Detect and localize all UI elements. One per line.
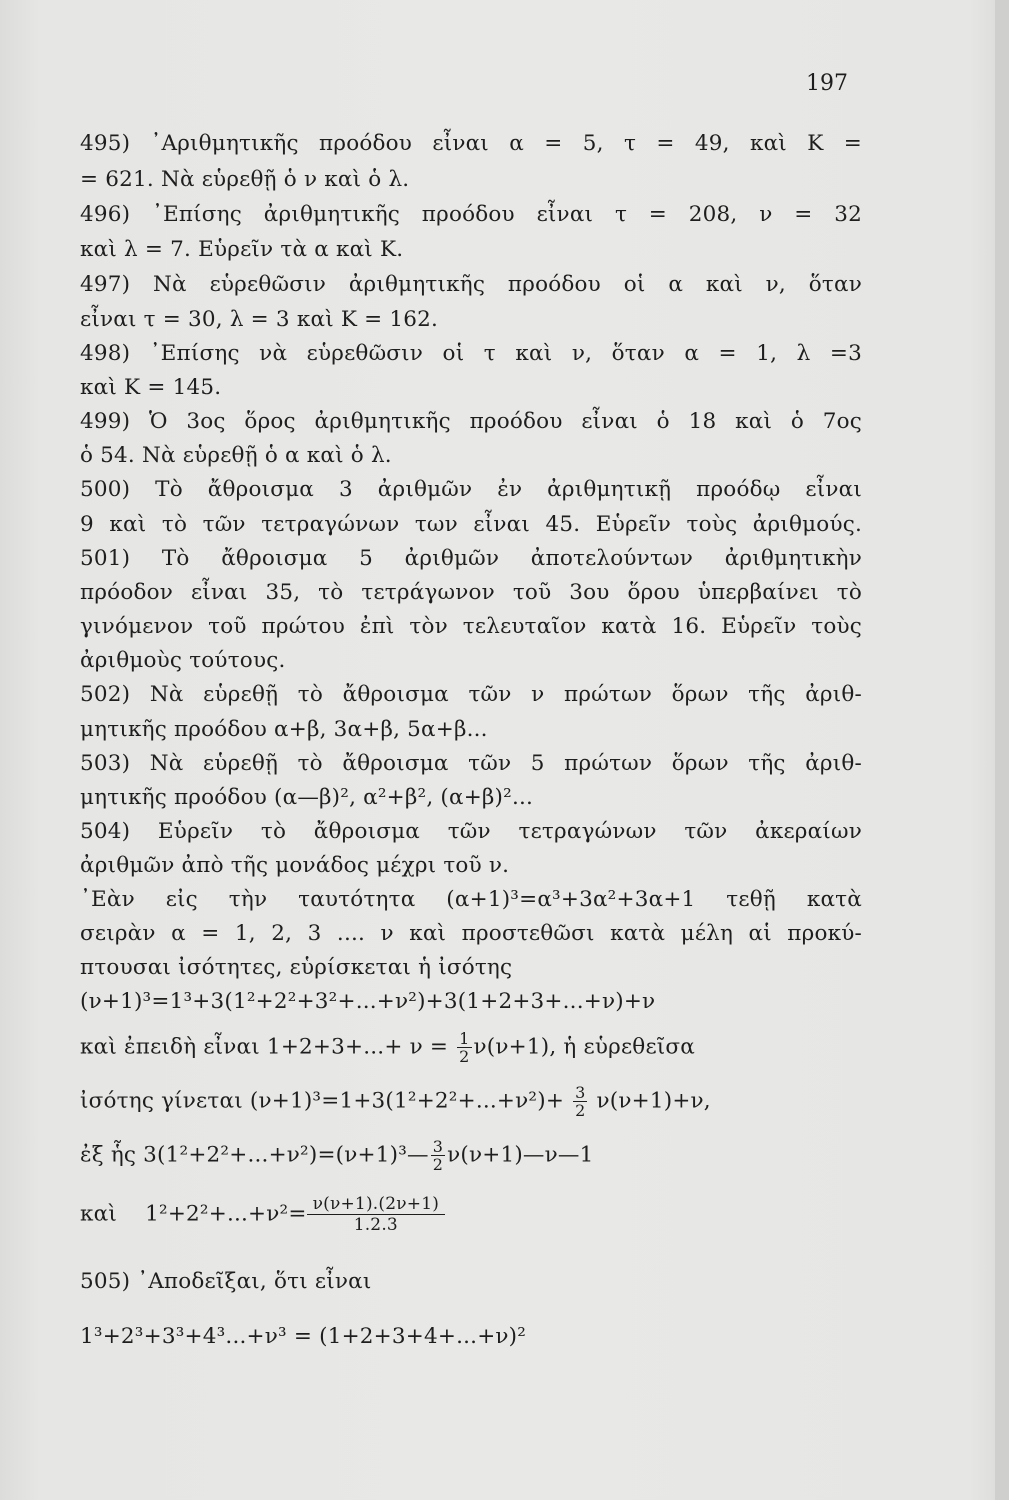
fraction-denominator: 2 [432, 1155, 444, 1174]
text-line: 502) Νὰ εὑρεθῇ τὸ ἄθροισμα τῶν ν πρώτων ὅρων τῆς ἀριθ- [80, 682, 862, 707]
formula-line [80, 1030, 862, 1065]
text-line: ᾿Εὰν εἰς τὴν ταυτότητα (α+1)³=α³+3α²+3α+1 τεθῇ κατὰ [80, 887, 862, 912]
text-line: πτουσαι ἰσότητες, εὑρίσκεται ἡ ἰσότης [80, 955, 513, 980]
fraction [457, 1030, 471, 1065]
page-edge [995, 0, 1009, 1500]
text-line: 497) Νὰ εὑρεθῶσιν ἀριθμητικῆς προόδου οἱ α καὶ ν, ὅταν [80, 272, 862, 297]
text-line: ὁ 54. Νὰ εὑρεθῇ ὁ α καὶ ὁ λ. [80, 443, 392, 468]
text-line: 499) Ὁ 3ος ὅρος ἀριθμητικῆς προόδου εἶναι ὁ 18 καὶ ὁ 7ος [80, 409, 862, 434]
formula-text: ν(ν+1)—ν—1 [447, 1142, 594, 1168]
fraction-numerator: 1 [459, 1029, 470, 1048]
problem-heading: 505) ᾿Αποδεῖξαι, ὅτι εἶναι [80, 1269, 372, 1294]
text-line: εἶναι τ = 30, λ = 3 καὶ Κ = 162. [80, 307, 439, 332]
text-line: 500) Τὸ ἄθροισμα 3 ἀριθμῶν ἐν ἀριθμητικῇ προόδῳ εἶναι [80, 477, 862, 502]
formula-text: ν(ν+1), ἡ εὑρεθεῖσα [473, 1034, 696, 1060]
text-line: 504) Εὑρεῖν τὸ ἄθροισμα τῶν τετραγώνων τῶν ἀκεραίων [80, 819, 862, 844]
fraction-numerator: 3 [575, 1083, 586, 1102]
text-line: μητικῆς προόδου (α—β)², α²+β², (α+β)²... [80, 785, 534, 810]
fraction [431, 1138, 445, 1173]
fraction [307, 1194, 445, 1235]
fraction [573, 1084, 587, 1119]
formula-text: καὶ 1²+2²+...+ν²= [80, 1201, 307, 1227]
formula-text: ν(ν+1)+ν, [589, 1088, 711, 1114]
text-line: μητικῆς προόδου α+β, 3α+β, 5α+β... [80, 717, 488, 742]
formula-line [80, 1138, 862, 1173]
page-number: 197 [806, 71, 848, 96]
text-line: γινόμενον τοῦ πρώτου ἐπὶ τὸν τελευταῖον κατὰ 16. Εὑρεῖν τοὺς [80, 614, 862, 639]
formula-text: ἐξ ἧς 3(1²+2²+...+ν²)=(ν+1)³— [80, 1142, 429, 1168]
text-line: ἀριθμῶν ἀπὸ τῆς μονάδος μέχρι τοῦ ν. [80, 853, 510, 878]
text-line: 498) ᾿Επίσης νὰ εὑρεθῶσιν οἱ τ καὶ ν, ὅταν α = 1, λ =3 [80, 341, 862, 366]
text-line: 9 καὶ τὸ τῶν τετραγώνων των εἶναι 45. Εὑρεῖν τοὺς ἀριθμούς. [80, 512, 862, 537]
fraction-denominator: 1.2.3 [307, 1214, 445, 1235]
text-line: καὶ Κ = 145. [80, 375, 222, 400]
fraction-denominator: 2 [575, 1101, 586, 1120]
text-line: 501) Τὸ ἄθροισμα 5 ἀριθμῶν ἀποτελούντων ἀριθμητικὴν [80, 546, 862, 571]
text-line: καὶ λ = 7. Εὑρεῖν τὰ α καὶ Κ. [80, 237, 404, 262]
formula-line: 1³+2³+3³+4³...+ν³ = (1+2+3+4+...+ν)² [80, 1324, 527, 1349]
text-line: πρόοδον εἶναι 35, τὸ τετράγωνον τοῦ 3ου ὅρου ὑπερβαίνει τὸ [80, 580, 862, 605]
formula-text: καὶ ἐπειδὴ εἶναι 1+2+3+...+ ν = [80, 1034, 456, 1060]
formula-text: ἰσότης γίνεται (ν+1)³=1+3(1²+2²+...+ν²)+ [80, 1088, 572, 1114]
formula-line [80, 1194, 862, 1235]
text-line: 495) ᾿Αριθμητικῆς προόδου εἶναι α = 5, τ = 49, καὶ Κ = [80, 131, 862, 156]
text-line: ἀριθμοὺς τούτους. [80, 648, 286, 673]
text-line: 503) Νὰ εὑρεθῇ τὸ ἄθροισμα τῶν 5 πρώτων ὅρων τῆς ἀριθ- [80, 751, 862, 776]
fraction-numerator: 3 [432, 1137, 444, 1156]
formula-line: (ν+1)³=1³+3(1²+2²+3²+...+ν²)+3(1+2+3+...+ν)+ν [80, 989, 656, 1014]
formula-line [80, 1084, 862, 1119]
text-line: = 621. Νὰ εὑρεθῇ ὁ ν καὶ ὁ λ. [80, 167, 410, 192]
fraction-denominator: 2 [459, 1047, 470, 1066]
text-line: σειρὰν α = 1, 2, 3 .... ν καὶ προστεθῶσι κατὰ μέλη αἱ προκύ- [80, 921, 862, 946]
text-line: 496) ᾿Επίσης ἀριθμητικῆς προόδου εἶναι τ = 208, ν = 32 [80, 202, 862, 227]
fraction-numerator: ν(ν+1).(2ν+1) [312, 1194, 440, 1214]
